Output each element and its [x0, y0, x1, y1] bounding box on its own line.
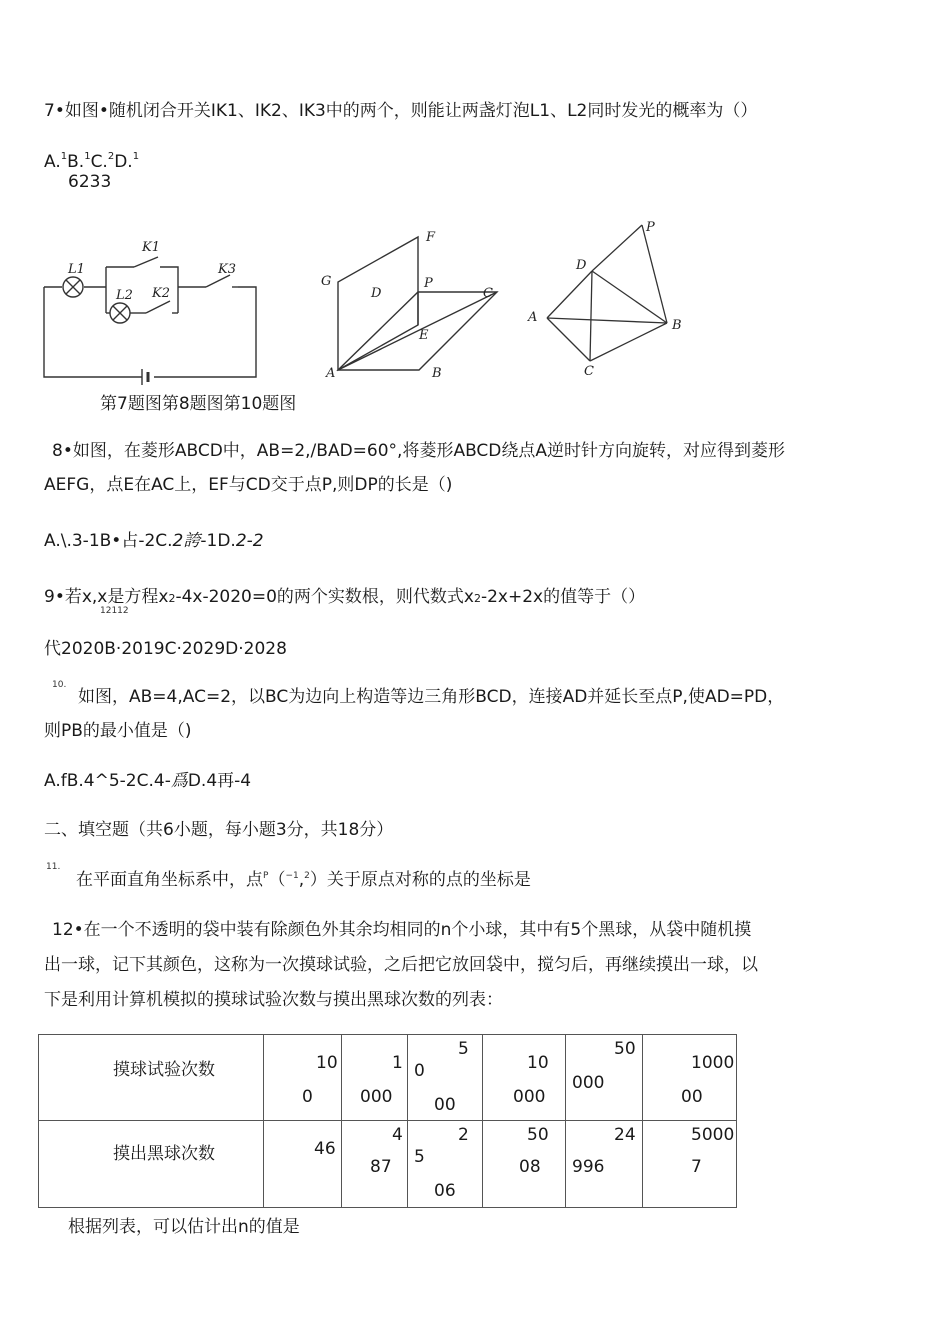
- q7-option-b-num: 1: [84, 151, 91, 162]
- q9-text-a: 9•若x,x是方程x: [44, 587, 169, 607]
- cell-text: 000: [360, 1087, 393, 1107]
- cell-text: 00: [434, 1095, 456, 1115]
- circuit-label-k3: K3: [218, 262, 236, 277]
- cell-text: 10: [316, 1053, 338, 1073]
- circuit-label-l1: L1: [68, 262, 85, 277]
- table-cell: [566, 1121, 643, 1208]
- table-cell: [483, 1121, 566, 1208]
- cell-text: 50: [527, 1125, 549, 1145]
- q9-text-c: -2x+2x的值等于（）: [480, 587, 646, 607]
- table-cell: [342, 1121, 408, 1208]
- rhombus-diagram: [338, 237, 497, 370]
- q12-line1: 12•在一个不透明的袋中装有除颜色外其余均相同的n个小球，其中有5个黑球，从袋中随机摸: [52, 920, 752, 940]
- circuit-label-l2: L2: [116, 288, 133, 303]
- q11-coord2: 2: [304, 871, 310, 881]
- rhombus-label-a: A: [326, 366, 336, 381]
- q7-option-c-num: 2: [107, 151, 115, 162]
- q7-option-a-num: 1: [60, 151, 68, 162]
- q11-paren: （: [268, 870, 286, 890]
- rhombus-label-p: P: [424, 276, 433, 291]
- rhombus-label-f: F: [426, 230, 436, 245]
- q12-line2: 出一球，记下其颜色，这称为一次摸球试验，之后把它放回袋中，搅匀后，再继续摸出一球，以: [44, 955, 758, 975]
- table-cell: [408, 1121, 483, 1208]
- q7-option-b: B.: [67, 152, 85, 172]
- cell-text: 0: [302, 1087, 313, 1107]
- rhombus-label-e: E: [419, 328, 429, 343]
- cell-text: 87: [370, 1157, 392, 1177]
- table-cell: [264, 1121, 342, 1208]
- rhombus-label-g: G: [321, 274, 332, 289]
- row-header-black: 摸出黑球次数: [113, 1144, 215, 1164]
- q9-options: 代2020B·2019C·2029D·2028: [44, 639, 287, 659]
- q10-options-part1: A.fB.4^5-2C.4-: [44, 771, 171, 791]
- cell-text: 0: [414, 1061, 425, 1081]
- triangle-label-b: B: [672, 318, 682, 333]
- cell-text: 24: [614, 1125, 636, 1145]
- cell-text: 10: [527, 1053, 549, 1073]
- cell-text: 7: [691, 1157, 702, 1177]
- table-cell: [342, 1035, 408, 1121]
- q11-coord1: −1: [285, 871, 299, 881]
- table-cell: [483, 1035, 566, 1121]
- q7-denominators: 6233: [68, 172, 112, 192]
- rhombus-label-c: C: [483, 286, 493, 301]
- results-table: [38, 1034, 737, 1208]
- q9-sub-a: 2: [168, 592, 176, 605]
- circuit-label-k2: K2: [152, 286, 170, 301]
- cell-text: 996: [572, 1157, 605, 1177]
- q9-sub-b: 2: [473, 592, 481, 605]
- q10-options-part2: 爲: [170, 771, 188, 791]
- q12-line3: 下是利用计算机模拟的摸球试验次数与摸出黑球次数的列表：: [44, 990, 503, 1010]
- rhombus-label-b: B: [432, 366, 442, 381]
- q8-line2: AEFG，点E在AC上，EF与CD交于点P,则DP的长是（): [44, 475, 453, 495]
- q12-footer: 根据列表，可以估计出n的值是: [68, 1217, 300, 1237]
- triangle-labels: [527, 220, 682, 379]
- table-cell: [264, 1035, 342, 1121]
- cell-text: 2: [458, 1125, 469, 1145]
- row-header-trials: 摸球试验次数: [113, 1060, 215, 1080]
- q9-subscripts: 12112: [100, 606, 129, 616]
- cell-text: 000: [572, 1073, 605, 1093]
- q10-number: 10.: [52, 680, 67, 690]
- figures-svg: [30, 215, 710, 395]
- table-cell: [566, 1035, 643, 1121]
- q8-line1: 8•如图，在菱形ABCD中，AB=2,/BAD=60°,将菱形ABCD绕点A逆时针方向旋转，对应得到菱形: [52, 441, 786, 461]
- cell-text: 50: [614, 1039, 636, 1059]
- q8-options: [44, 526, 264, 551]
- rhombus-labels: [321, 230, 493, 381]
- triangle-diagram: [547, 225, 667, 361]
- triangle-label-c: C: [584, 364, 594, 379]
- q8-options-part1: A.\.3-1B•占-2C.: [44, 531, 173, 551]
- table-cell: [643, 1035, 737, 1121]
- table-header-cell: [39, 1035, 264, 1121]
- cell-text: 5000: [691, 1125, 735, 1145]
- q7-option-d-num: 1: [132, 151, 140, 162]
- cell-text: 5: [414, 1147, 425, 1167]
- q8-options-part4: 2-2: [235, 531, 264, 551]
- table-header-cell: [39, 1121, 264, 1208]
- q11-text-b: ）关于原点对称的点的坐标是: [309, 870, 531, 890]
- q10-line1: 如图，AB=4,AC=2，以BC为边向上构造等边三角形BCD，连接AD并延长至点P,使AD=PD，: [78, 687, 785, 707]
- q7-option-a: A.: [44, 152, 61, 172]
- q8-options-part3: -1D.: [200, 531, 236, 551]
- q11-text-a: 在平面直角坐标系中，点: [76, 870, 263, 890]
- table-cell: [408, 1035, 483, 1121]
- circuit-labels: [67, 240, 236, 303]
- q11-point-label: P: [263, 871, 269, 881]
- cell-text: 5: [458, 1039, 469, 1059]
- q7-options: [44, 152, 139, 172]
- cell-text: 000: [513, 1087, 546, 1107]
- q11-number: 11.: [46, 862, 61, 872]
- cell-text: 46: [314, 1139, 336, 1159]
- q9-text-b: -4x-2020=0的两个实数根，则代数式x: [175, 587, 474, 607]
- q10-options: [44, 766, 251, 791]
- q8-options-part2: 2誇: [172, 531, 201, 551]
- q7-option-c: C.: [90, 152, 108, 172]
- q9-line1: [44, 582, 645, 607]
- triangle-label-p: P: [646, 220, 655, 235]
- q7-option-d: D.: [114, 152, 133, 172]
- q10-line2: 则PB的最小值是（): [44, 721, 192, 741]
- cell-text: 08: [519, 1157, 541, 1177]
- cell-text: 00: [681, 1087, 703, 1107]
- section-title: 二、填空题（共6小题，每小题3分，共18分）: [44, 820, 394, 840]
- table-cell: [643, 1121, 737, 1208]
- q11-comma: ,: [298, 870, 305, 890]
- cell-text: 1: [392, 1053, 403, 1073]
- table-row: [39, 1035, 737, 1121]
- triangle-label-d: D: [576, 258, 587, 273]
- q7-text: 7•如图•随机闭合开关IK1、IK2、IK3中的两个，则能让两盏灯泡L1、L2同时发光的概率为（）: [44, 101, 758, 121]
- cell-text: 06: [434, 1181, 456, 1201]
- cell-text: 4: [392, 1125, 403, 1145]
- table-row: [39, 1121, 737, 1208]
- triangle-label-a: A: [528, 310, 538, 325]
- figures-caption: 第7题图第8题图第10题图: [100, 394, 297, 414]
- cell-text: 1000: [691, 1053, 735, 1073]
- rhombus-label-d: D: [371, 286, 382, 301]
- q10-options-part3: D.4再-4: [187, 771, 252, 791]
- circuit-label-k1: K1: [142, 240, 160, 255]
- q11-line: [76, 865, 531, 890]
